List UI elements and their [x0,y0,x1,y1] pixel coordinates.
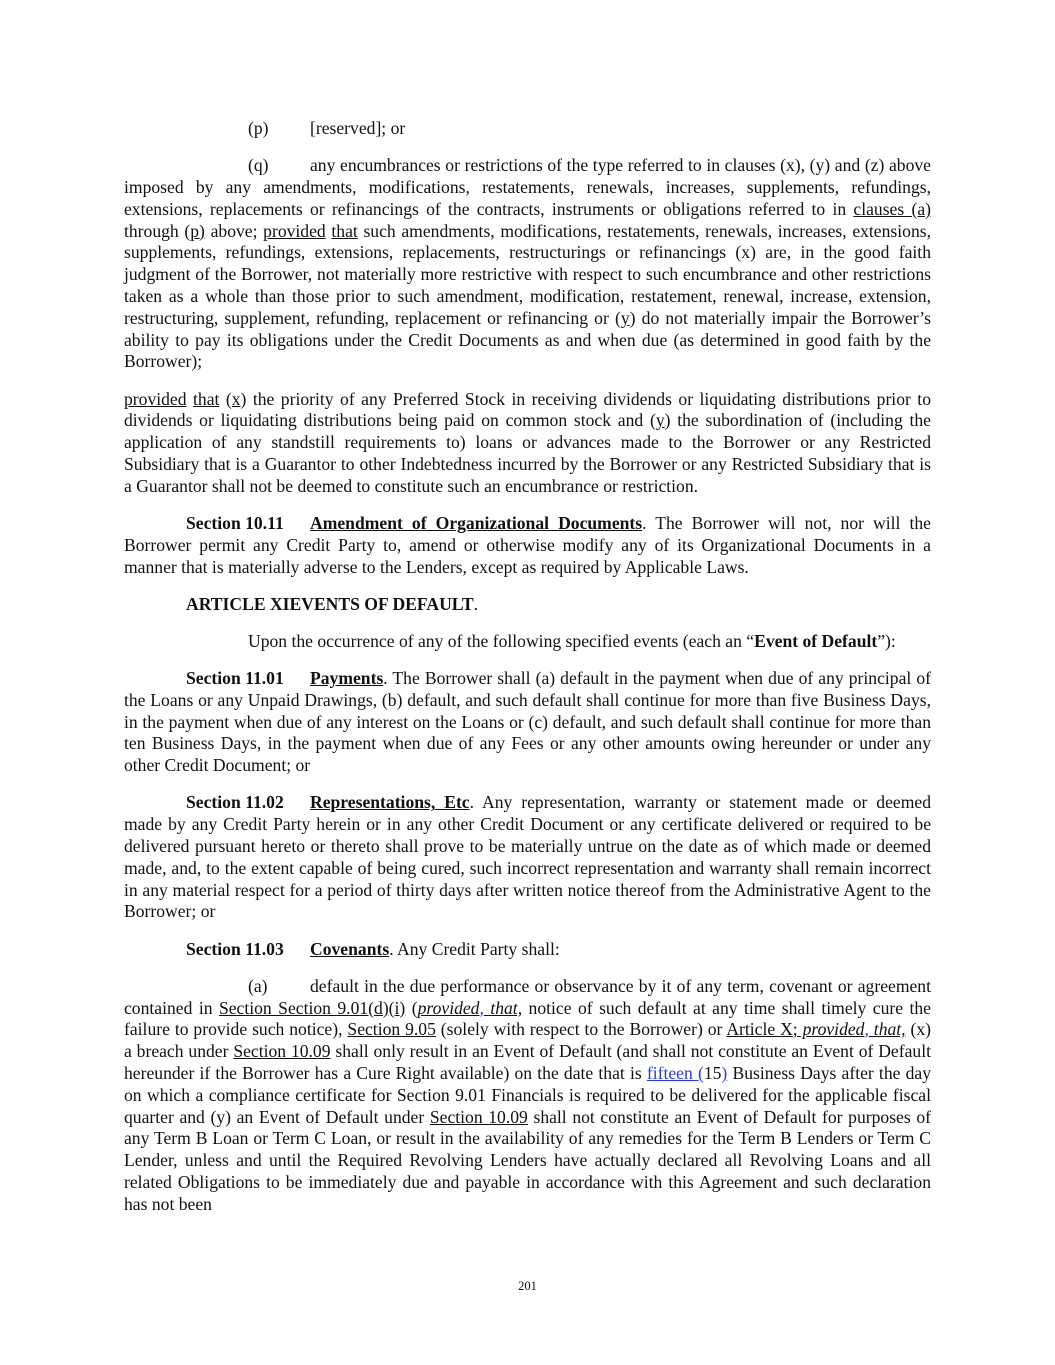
section-reference: Section Section 9.01(d)(i) [218,997,406,1018]
inserted-comma: , [479,997,484,1018]
proviso-text: ) the subordination of (including the application of any standstill requirements to) loans or advances made to the Borrower or any Restricted Subsidiary that is a Guarantor to other Indebtedness incurred by the Borrower or any Restricted Subsidiary that is a Guarantor shall not be deemed to constitute such an encumbrance or restriction. [124,410,931,496]
provided-term: provided [417,997,480,1018]
proviso-text: ) the priority of any Preferred Stock in receiving dividends or liquidating distributions prior to dividends or liquidating distributions being paid on common stock and ( [124,388,931,431]
article-heading [124,594,931,616]
section-number: Section 10.11 [186,512,284,533]
provided-term: provided [797,1019,865,1040]
clause-q-text: above; [204,220,264,241]
y-marker: y [620,307,630,328]
section-text: . The Borrower shall (a) default in the payment when due of any principal of the Loans or any Unpaid Drawings, (b) default, and such default shall continue for more than five Business Days, in the payment when due of any interest on the Loans or (c) default, and such default shall continue for more than ten Business Days, in the payment when due of any Fees or any other amounts owing hereunder or under any other Credit Document; or [124,668,931,776]
clause-a-text: 15 [703,1063,722,1083]
y-marker: y [655,410,665,431]
clause-a-text: Business Days after the day on which a compliance certificate for Section 9.01 Financials is required to be delivered for the applicable fiscal quarter and (y) an Event of Default under [124,1063,932,1127]
clause-a-text: ( [405,997,418,1018]
section-title: Payments [310,668,384,689]
section-10-11 [124,513,931,578]
section-11-02 [124,792,931,923]
defined-term: Event of Default [754,630,878,651]
section-text: . The Borrower will not, nor will the Borrower permit any Credit Party to, amend or otherwise modify any of its Organizational Documents in a manner that is materially adverse to the Lenders, except as required by Applicable Laws. [124,512,931,577]
article-reference: Article X [726,1019,793,1040]
section-number: Section 11.01 [186,668,284,689]
clause-a-label: (a) [248,975,268,996]
x-marker: x [231,388,241,409]
proviso-paragraph [124,389,931,498]
section-title: Representations, Etc [310,792,470,813]
clause-p-reference: (p) [184,220,205,241]
inserted-comma: , [864,1019,869,1040]
events-intro [124,631,931,653]
provided-term: provided [124,388,187,409]
clause-a-reference: clauses (a) [853,198,931,219]
section-reference: Section 9.05 [347,1019,436,1040]
clause-q [124,155,931,373]
clause-q-text: such amendments, modifications, restatements, renewals, increases, extensions, supplements, refundings, extensions, replacements, restructurings or refinancings (x) are, in the good faith judgment of the Borrower, not materially more restrictive with respect to such encumbrance and other restrictions taken as a whole than those prior to such amendment, modification, restatement, renewal, increase, extension, restructuring, supplement, refunding, replacement or refinancing or ( [124,220,931,328]
clause-a-text: (x) a breach under [124,1019,932,1062]
page-number: 201 [518,1279,537,1293]
clause-p [124,118,931,140]
clause-a-text: default in the due performance or observance by it of any term, covenant or agreement contained in [124,975,931,1018]
intro-text: ”): [877,630,896,651]
section-11-01 [124,668,931,777]
section-text: . Any Credit Party shall: [389,938,560,959]
section-title: Amendment of Organizational Documents [310,512,643,533]
clause-a-text: notice of such default at any time shall timely cure the failure to provide such notice), [124,997,931,1040]
that-term: that, [483,997,523,1018]
section-reference: Section 10.09 [429,1106,528,1127]
that-term: that [193,388,220,409]
proviso-text: ( [219,388,232,409]
inserted-text: ) [721,1063,728,1083]
clause-p-label: (p) [248,118,269,138]
clause-q-text: through [124,220,185,241]
inserted-text: fifteen ( [646,1063,704,1083]
clause-a [124,976,931,1216]
clause-q-text: any encumbrances or restrictions of the type referred to in clauses (x), (y) and (z) above imposed by any amendments, modifications, restatements, renewals, increases, supplements, refundings, extensions, replacements or refinancings of the contracts, instruments or obligations referred to in [124,155,931,219]
clause-q-label: (q) [248,155,269,176]
provided-term: provided [263,220,326,241]
intro-text: Upon the occurrence of any of the following specified events (each an “ [248,630,755,651]
section-text: . Any representation, warranty or statement made or deemed made by any Credit Party herein or in any other Credit Document or any certificate delivered or required to be delivered pursuant hereto or thereto shall prove to be materially untrue on the date as of which made or deemed made, and, to the extent capable of being cured, such incorrect representation and warranty shall remain incorrect in any material respect for a period of thirty days after written notice thereof from the Administrative Agent to the Borrower; or [124,792,931,922]
section-11-03 [124,939,931,961]
clause-q-text: ) do not materially impair the Borrower’s ability to pay its obligations under the Credit Documents as and when due (as determined in good faith by the Borrower); [124,307,931,372]
clause-a-text: shall only result in an Event of Default (and shall not constitute an Event of Default hereunder if the Borrower has a Cure Right available) on the date that is [124,1041,931,1083]
section-number: Section 11.02 [186,792,284,813]
section-reference: Section 10.09 [233,1041,331,1062]
clause-a-text: shall not constitute an Event of Default for purposes of any Term B Loan or Term C Loan, or result in the availability of any remedies for the Term B Lenders or Term C Lender, unless and until the Required Revolving Lenders have actually declared all Revolving Loans and all related Obligations to be immediately due and payable in accordance with this Agreement and such declaration has not been [124,1106,931,1214]
article-title: ARTICLE XIEVENTS OF DEFAULT [186,593,474,614]
document-page [124,118,931,1216]
clause-a-text: (solely with respect to the Borrower) or [435,1019,727,1040]
semicolon: ; [792,1019,798,1040]
section-title: Covenants [310,938,390,959]
that-term: that, [868,1019,906,1040]
article-period: . [473,593,479,614]
section-number: Section 11.03 [186,938,284,959]
clause-p-text: [reserved]; or [310,118,406,138]
that-term: that [331,220,358,241]
